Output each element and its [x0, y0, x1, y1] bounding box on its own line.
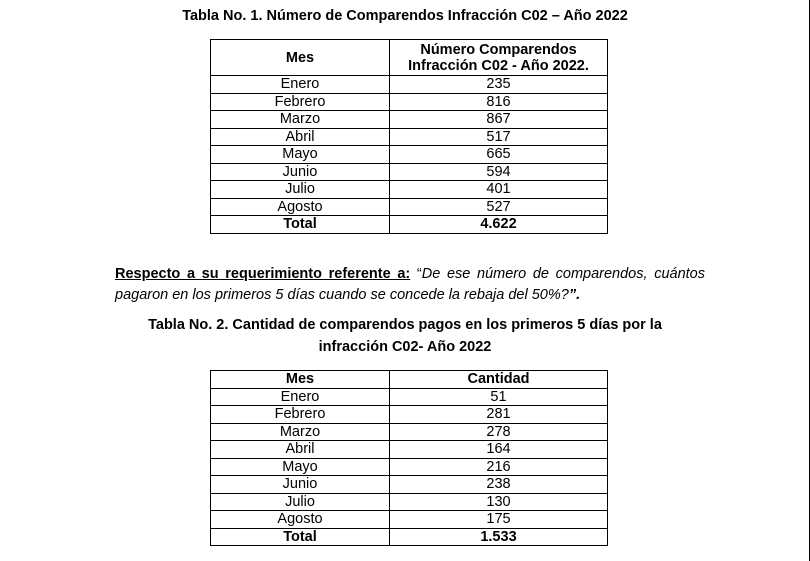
table-row [211, 511, 608, 529]
table1-cell-mes: Mayo [211, 146, 390, 164]
table1-header-row [211, 40, 608, 76]
table1-cell-mes: Agosto [211, 198, 390, 216]
table-row [211, 163, 608, 181]
table2-cell-mes: Enero [211, 388, 390, 406]
table1-total-value: 4.622 [390, 216, 608, 234]
table-row [211, 476, 608, 494]
table1-header-numero: Número Comparendos Infracción C02 - Año 2022. [390, 40, 608, 76]
table2-cell-valor: 51 [390, 388, 608, 406]
paragraph-lead: Respecto a su requerimiento referente a: [115, 266, 411, 282]
table1-cell-mes: Enero [211, 76, 390, 94]
table1-cell-valor: 665 [390, 146, 608, 164]
table1-cell-valor: 517 [390, 128, 608, 146]
table2-cell-mes: Junio [211, 476, 390, 494]
table1-cell-mes: Junio [211, 163, 390, 181]
table2-cell-valor: 238 [390, 476, 608, 494]
table2-cell-valor: 164 [390, 441, 608, 459]
table-row [211, 493, 608, 511]
table2-caption-line1: Tabla No. 2. Cantidad de comparendos pagos en los primeros 5 días por la [148, 317, 662, 333]
table-row [211, 441, 608, 459]
paragraph-close-quote: ”. [568, 287, 581, 303]
table-row [211, 181, 608, 199]
table2-cell-valor: 130 [390, 493, 608, 511]
table2-cell-mes: Abril [211, 441, 390, 459]
table1-cell-valor: 401 [390, 181, 608, 199]
table1-cell-valor: 527 [390, 198, 608, 216]
table2-cell-mes: Agosto [211, 511, 390, 529]
paragraph-quote: De ese número de comparendos, cuántos pagaron en los primeros 5 días cuando se concede la rebaja del 50%? [115, 266, 705, 303]
table2-header-cantidad: Cantidad [390, 371, 608, 389]
table1-cell-mes: Febrero [211, 93, 390, 111]
table-row [211, 128, 608, 146]
table-row [211, 146, 608, 164]
table2-header-row [211, 371, 608, 389]
paragraph-open-quote: “ [410, 266, 422, 282]
table1-cell-valor: 816 [390, 93, 608, 111]
table-row [211, 406, 608, 424]
table1-cell-mes: Abril [211, 128, 390, 146]
table2-cell-valor: 175 [390, 511, 608, 529]
table-row [211, 423, 608, 441]
table-row [211, 76, 608, 94]
table2-header-mes: Mes [211, 371, 390, 389]
table1-cell-valor: 867 [390, 111, 608, 129]
table2-cell-mes: Julio [211, 493, 390, 511]
table2-cell-mes: Marzo [211, 423, 390, 441]
table-row [211, 198, 608, 216]
table1-caption: Tabla No. 1. Número de Comparendos Infracción C02 – Año 2022 [182, 8, 628, 24]
table2-cell-valor: 278 [390, 423, 608, 441]
request-paragraph [115, 264, 705, 306]
table2-total-row [211, 528, 608, 546]
table2-total-label: Total [211, 528, 390, 546]
table2-cell-valor: 216 [390, 458, 608, 476]
table2-cell-valor: 281 [390, 406, 608, 424]
table2-cell-mes: Mayo [211, 458, 390, 476]
table-row [211, 458, 608, 476]
table2-caption-line2: infracción C02- Año 2022 [318, 339, 492, 355]
table1-cell-mes: Julio [211, 181, 390, 199]
table1-cell-valor: 235 [390, 76, 608, 94]
table1-header-mes: Mes [211, 40, 390, 76]
table-row [211, 388, 608, 406]
table-row [211, 93, 608, 111]
table1-total-label: Total [211, 216, 390, 234]
table1-comparendos [210, 39, 608, 234]
table1-total-row [211, 216, 608, 234]
table2-cell-mes: Febrero [211, 406, 390, 424]
table1-cell-mes: Marzo [211, 111, 390, 129]
table-row [211, 111, 608, 129]
table1-cell-valor: 594 [390, 163, 608, 181]
table2-total-value: 1.533 [390, 528, 608, 546]
table2-pagos [210, 370, 608, 546]
